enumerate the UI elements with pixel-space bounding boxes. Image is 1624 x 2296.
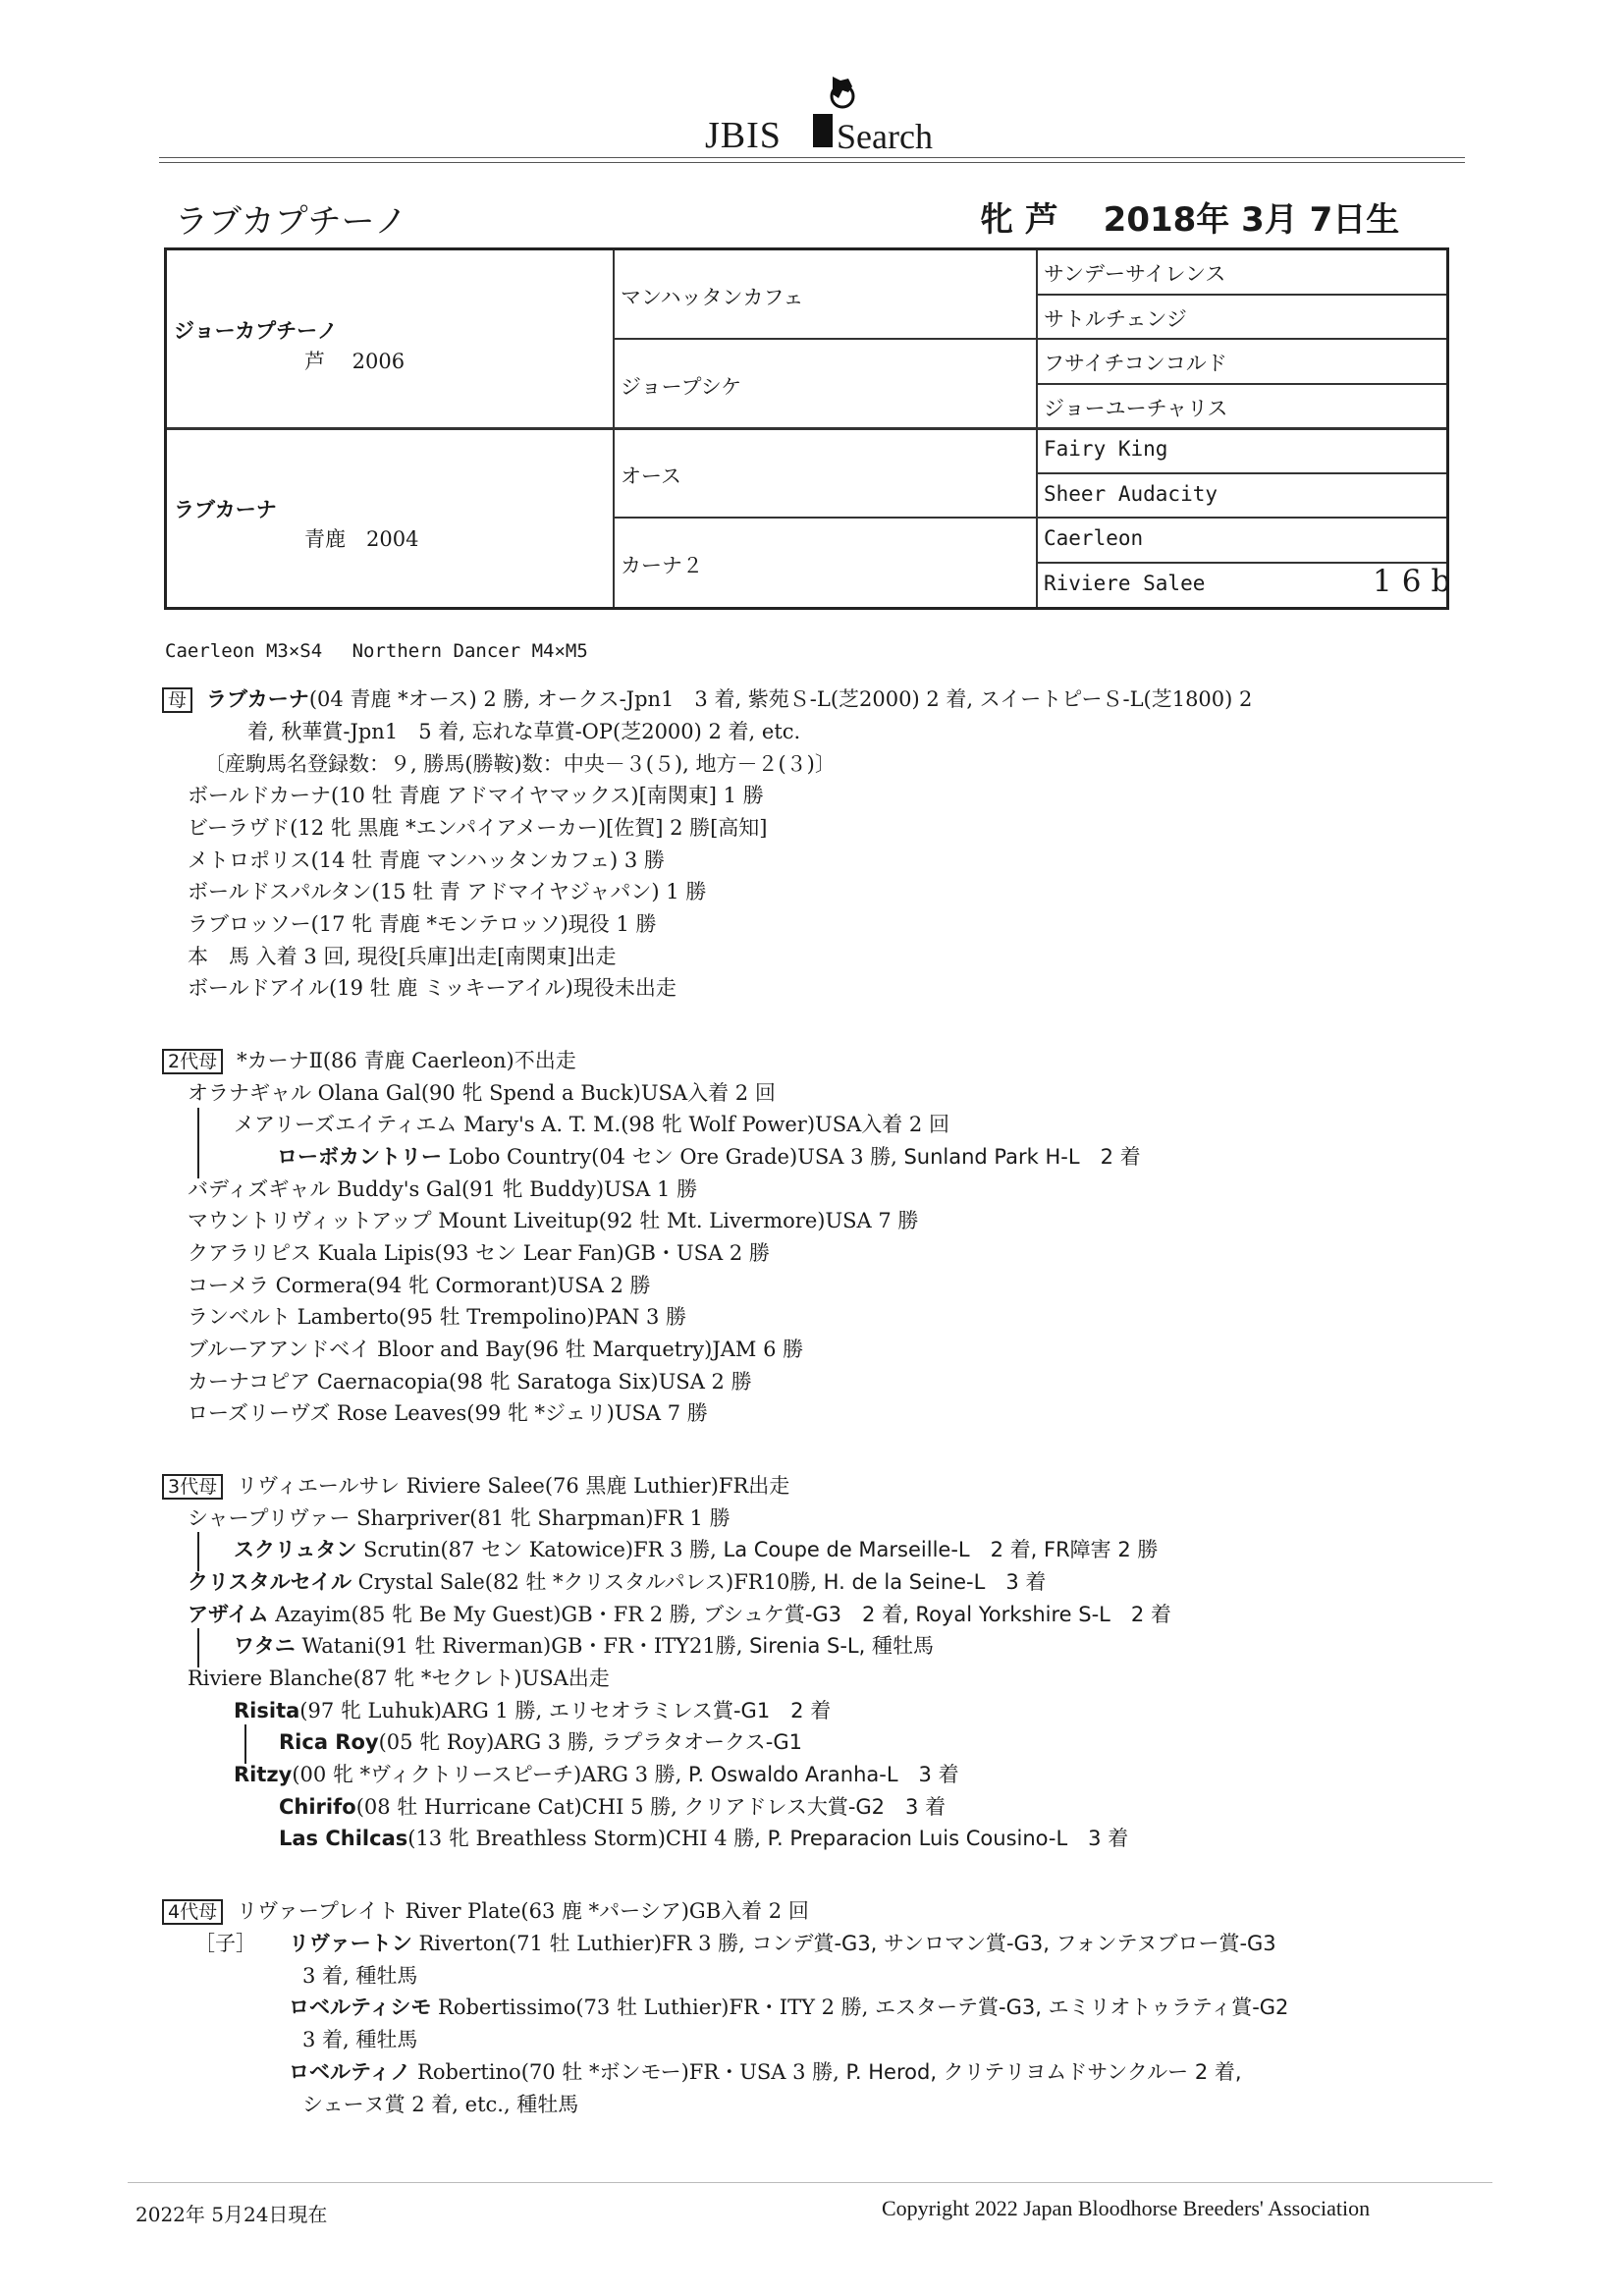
third-dam-line-6: Riviere Blanche(87 牝 *セクレト)USA出走 bbox=[188, 1667, 610, 1690]
dam-line-2: 着, 秋華賞-Jpn1 5 着, 忘れな草賞-OP(芝2000) 2 着, etc. bbox=[247, 720, 801, 743]
second-dam-line-3: ローボカントリー Lobo Country(04 セン Ore Grade)USA 3 勝, Sunland Park H-L 2 着 bbox=[277, 1145, 1141, 1169]
third-dam-line-5: ワタニ Watani(91 牡 Riverman)GB・FR・ITY21勝, Sirenia S-L, 種牡馬 bbox=[234, 1634, 934, 1658]
pedigree-dam-info: 青鹿 2004 bbox=[304, 527, 419, 551]
inbreeding-summary: Caerleon M3×S4 Northern Dancer M4×M5 bbox=[165, 640, 588, 662]
dam-progeny-1: ボールドカーナ(10 牡 青鹿 アドマイヤマックス)[南関東] 1 勝 bbox=[188, 784, 764, 807]
third-dam-head: 3代母 リヴィエールサレ Riviere Salee(76 黒鹿 Luthier)FR出走 bbox=[162, 1472, 789, 1500]
tree-connector bbox=[197, 1628, 199, 1667]
pedigree-gen3-7: Caerleon bbox=[1044, 526, 1144, 550]
second-dam-line-10: カーナコピア Caernacopia(98 牝 Saratoga Six)USA 2 勝 bbox=[188, 1370, 752, 1394]
third-dam-line-3: クリスタルセイル Crystal Sale(82 牡 *クリスタルパレス)FR10勝, H. de la Seine-L 3 着 bbox=[188, 1570, 1047, 1594]
fourth-dam-line-3b: シェーヌ賞 2 着, etc., 種牡馬 bbox=[302, 2093, 579, 2116]
fourth-dam-line-3: ロベルティノ Robertino(70 牡 *ボンモー)FR・USA 3 勝, P. Herod, クリテリヨムドサンクルー 2 着, bbox=[289, 2060, 1242, 2084]
fourth-dam-line-2: ロベルティシモ Robertissimo(73 牡 Luthier)FR・ITY 2 勝, エスターテ賞-G3, エミリオトゥラティ賞-G2 bbox=[289, 1995, 1289, 2019]
third-dam-line-1: シャープリヴァー Sharpriver(81 牝 Sharpman)FR 1 勝 bbox=[188, 1506, 731, 1530]
second-dam-line-2: メアリーズエイティエム Mary's A. T. M.(98 牝 Wolf Power)USA入着 2 回 bbox=[234, 1113, 949, 1136]
pedigree-sire-dam: ジョープシケ bbox=[621, 375, 742, 399]
dam-progeny-5: ラブロッソー(17 牝 青鹿 *モンテロッソ)現役 1 勝 bbox=[188, 912, 657, 936]
second-dam-line-9: ブルーアアンドベイ Bloor and Bay(96 牡 Marquetry)JAM 6 勝 bbox=[188, 1338, 804, 1361]
second-dam-line-5: マウントリヴィットアップ Mount Liveitup(92 牡 Mt. Livermore)USA 7 勝 bbox=[188, 1209, 919, 1232]
pedigree-gen3-4: ジョーユーチャリス bbox=[1044, 397, 1228, 420]
third-dam-line-2: スクリュタン Scrutin(87 セン Katowice)FR 3 勝, La Coupe de Marseille-L 2 着, FR障害 2 勝 bbox=[234, 1538, 1159, 1561]
logo-text-search: Search bbox=[837, 117, 933, 156]
header-rule-bottom bbox=[159, 162, 1465, 163]
fourth-dam-child-tag: ［子］ bbox=[194, 1932, 256, 1955]
family-number: 16b bbox=[1373, 564, 1461, 599]
third-dam-line-7: Risita(97 牝 Luhuk)ARG 1 勝, エリセオラミレス賞-G1 2 着 bbox=[234, 1699, 832, 1722]
dam-progeny-7: ボールドアイル(19 牡 鹿 ミッキーアイル)現役未出走 bbox=[188, 976, 677, 1000]
second-dam-line-8: ランベルト Lamberto(95 牡 Trempolino)PAN 3 勝 bbox=[188, 1305, 687, 1329]
jbis-search-logo bbox=[705, 71, 941, 155]
fourth-dam-line-1: リヴァートン Riverton(71 牡 Luthier)FR 3 勝, コンデ賞-G3, サンロマン賞-G3, フォンテヌブロー賞-G3 bbox=[289, 1932, 1276, 1955]
pedigree-gen3-3: フサイチコンコルド bbox=[1044, 352, 1227, 375]
pedigree-dam-name: ラブカーナ bbox=[174, 498, 277, 521]
third-dam-line-8: Rica Roy(05 牝 Roy)ARG 3 勝, ラプラタオークス-G1 bbox=[279, 1730, 802, 1754]
fourth-dam-line-2b: 3 着, 種牡馬 bbox=[302, 2028, 418, 2051]
pedigree-dam-sire: オース bbox=[621, 465, 681, 488]
second-dam-head: 2代母 *カーナⅡ(86 青鹿 Caerleon)不出走 bbox=[162, 1047, 576, 1074]
horse-sex-color-birthdate: 牝 芦 2018年 3月 7日生 bbox=[980, 200, 1400, 240]
pedigree-sire-name: ジョーカプチーノ bbox=[174, 319, 338, 343]
section-tag-dam: 母 bbox=[162, 687, 192, 713]
pedigree-gen3-1: サンデーサイレンス bbox=[1044, 262, 1226, 286]
dam-progeny-3: メトロポリス(14 牡 青鹿 マンハッタンカフェ) 3 勝 bbox=[188, 848, 665, 872]
pedigree-dam-dam: カーナ２ bbox=[621, 554, 703, 577]
third-dam-line-9: Ritzy(00 牝 *ヴィクトリースピーチ)ARG 3 勝, P. Oswaldo Aranha-L 3 着 bbox=[234, 1763, 959, 1786]
section-tag-2nd-dam: 2代母 bbox=[162, 1049, 223, 1074]
third-dam-line-11: Las Chilcas(13 牝 Breathless Storm)CHI 4 勝, P. Preparacion Luis Cousino-L 3 着 bbox=[279, 1827, 1129, 1850]
dam-progeny-6: 本 馬 入着 3 回, 現役[兵庫]出走[南関東]出走 bbox=[188, 945, 617, 968]
tree-connector bbox=[244, 1724, 246, 1764]
logo-text-jbis: JBIS bbox=[705, 115, 782, 156]
second-dam-line-11: ローズリーヴズ Rose Leaves(99 牝 *ジェリ)USA 7 勝 bbox=[188, 1401, 708, 1425]
dam-progeny-stats: 〔産駒馬名登録数：９, 勝馬(勝鞍)数：中央－３(５), 地方－２(３)〕 bbox=[204, 752, 836, 776]
second-dam-line-6: クアラリピス Kuala Lipis(93 セン Lear Fan)GB・USA 2 勝 bbox=[188, 1241, 770, 1265]
dam-name: ラブカーナ bbox=[206, 687, 309, 711]
dam-line-1: 母 ラブカーナ(04 青鹿 *オース) 2 勝, オークス-Jpn1 3 着, 紫苑Ｓ-L(芝2000) 2 着, スイートピーＳ-L(芝1800) 2 bbox=[162, 685, 1252, 713]
third-dam-line-4: アザイム Azayim(85 牝 Be My Guest)GB・FR 2 勝, ブシュケ賞-G3 2 着, Royal Yorkshire S-L 2 着 bbox=[188, 1603, 1171, 1626]
dam-progeny-2: ビーラヴド(12 牝 黒鹿 *エンパイアメーカー)[佐賀] 2 勝[高知] bbox=[188, 816, 768, 840]
second-dam-line-1: オラナギャル Olana Gal(90 牝 Spend a Buck)USA入着 2 回 bbox=[188, 1081, 776, 1105]
pedigree-gen3-2: サトルチェンジ bbox=[1044, 307, 1187, 331]
section-tag-4th-dam: 4代母 bbox=[162, 1899, 223, 1925]
footer-rule bbox=[128, 2182, 1492, 2183]
pedigree-sire-info: 芦 2006 bbox=[304, 350, 406, 373]
horse-name: ラブカプチーノ bbox=[175, 202, 407, 242]
fourth-dam-head: 4代母 リヴァープレイト River Plate(63 鹿 *パーシア)GB入着 2 回 bbox=[162, 1897, 809, 1925]
pedigree-gen3-6: Sheer Audacity bbox=[1044, 482, 1218, 506]
pedigree-table bbox=[164, 247, 1461, 610]
pedigree-gen3-8: Riviere Salee bbox=[1044, 572, 1206, 595]
tree-connector bbox=[197, 1108, 199, 1178]
as-of-date: 2022年 5月24日現在 bbox=[135, 2203, 328, 2226]
pedigree-gen3-5: Fairy King bbox=[1044, 437, 1168, 461]
tree-connector bbox=[197, 1532, 199, 1571]
second-dam-line-7: コーメラ Cormera(94 牝 Cormorant)USA 2 勝 bbox=[188, 1274, 651, 1297]
copyright: Copyright 2022 Japan Bloodhorse Breeders' Association bbox=[882, 2196, 1371, 2220]
section-tag-3rd-dam: 3代母 bbox=[162, 1474, 223, 1500]
third-dam-line-10: Chirifo(08 牡 Hurricane Cat)CHI 5 勝, クリアドレス大賞-G2 3 着 bbox=[279, 1795, 947, 1819]
pedigree-sire-sire: マンハッタンカフェ bbox=[621, 286, 804, 309]
dam-progeny-4: ボールドスパルタン(15 牡 青 アドマイヤジャパン) 1 勝 bbox=[188, 880, 707, 903]
fourth-dam-line-1b: 3 着, 種牡馬 bbox=[302, 1964, 418, 1988]
second-dam-line-4: バディズギャル Buddy's Gal(91 牝 Buddy)USA 1 勝 bbox=[188, 1177, 698, 1201]
header-rule-top bbox=[159, 157, 1465, 158]
